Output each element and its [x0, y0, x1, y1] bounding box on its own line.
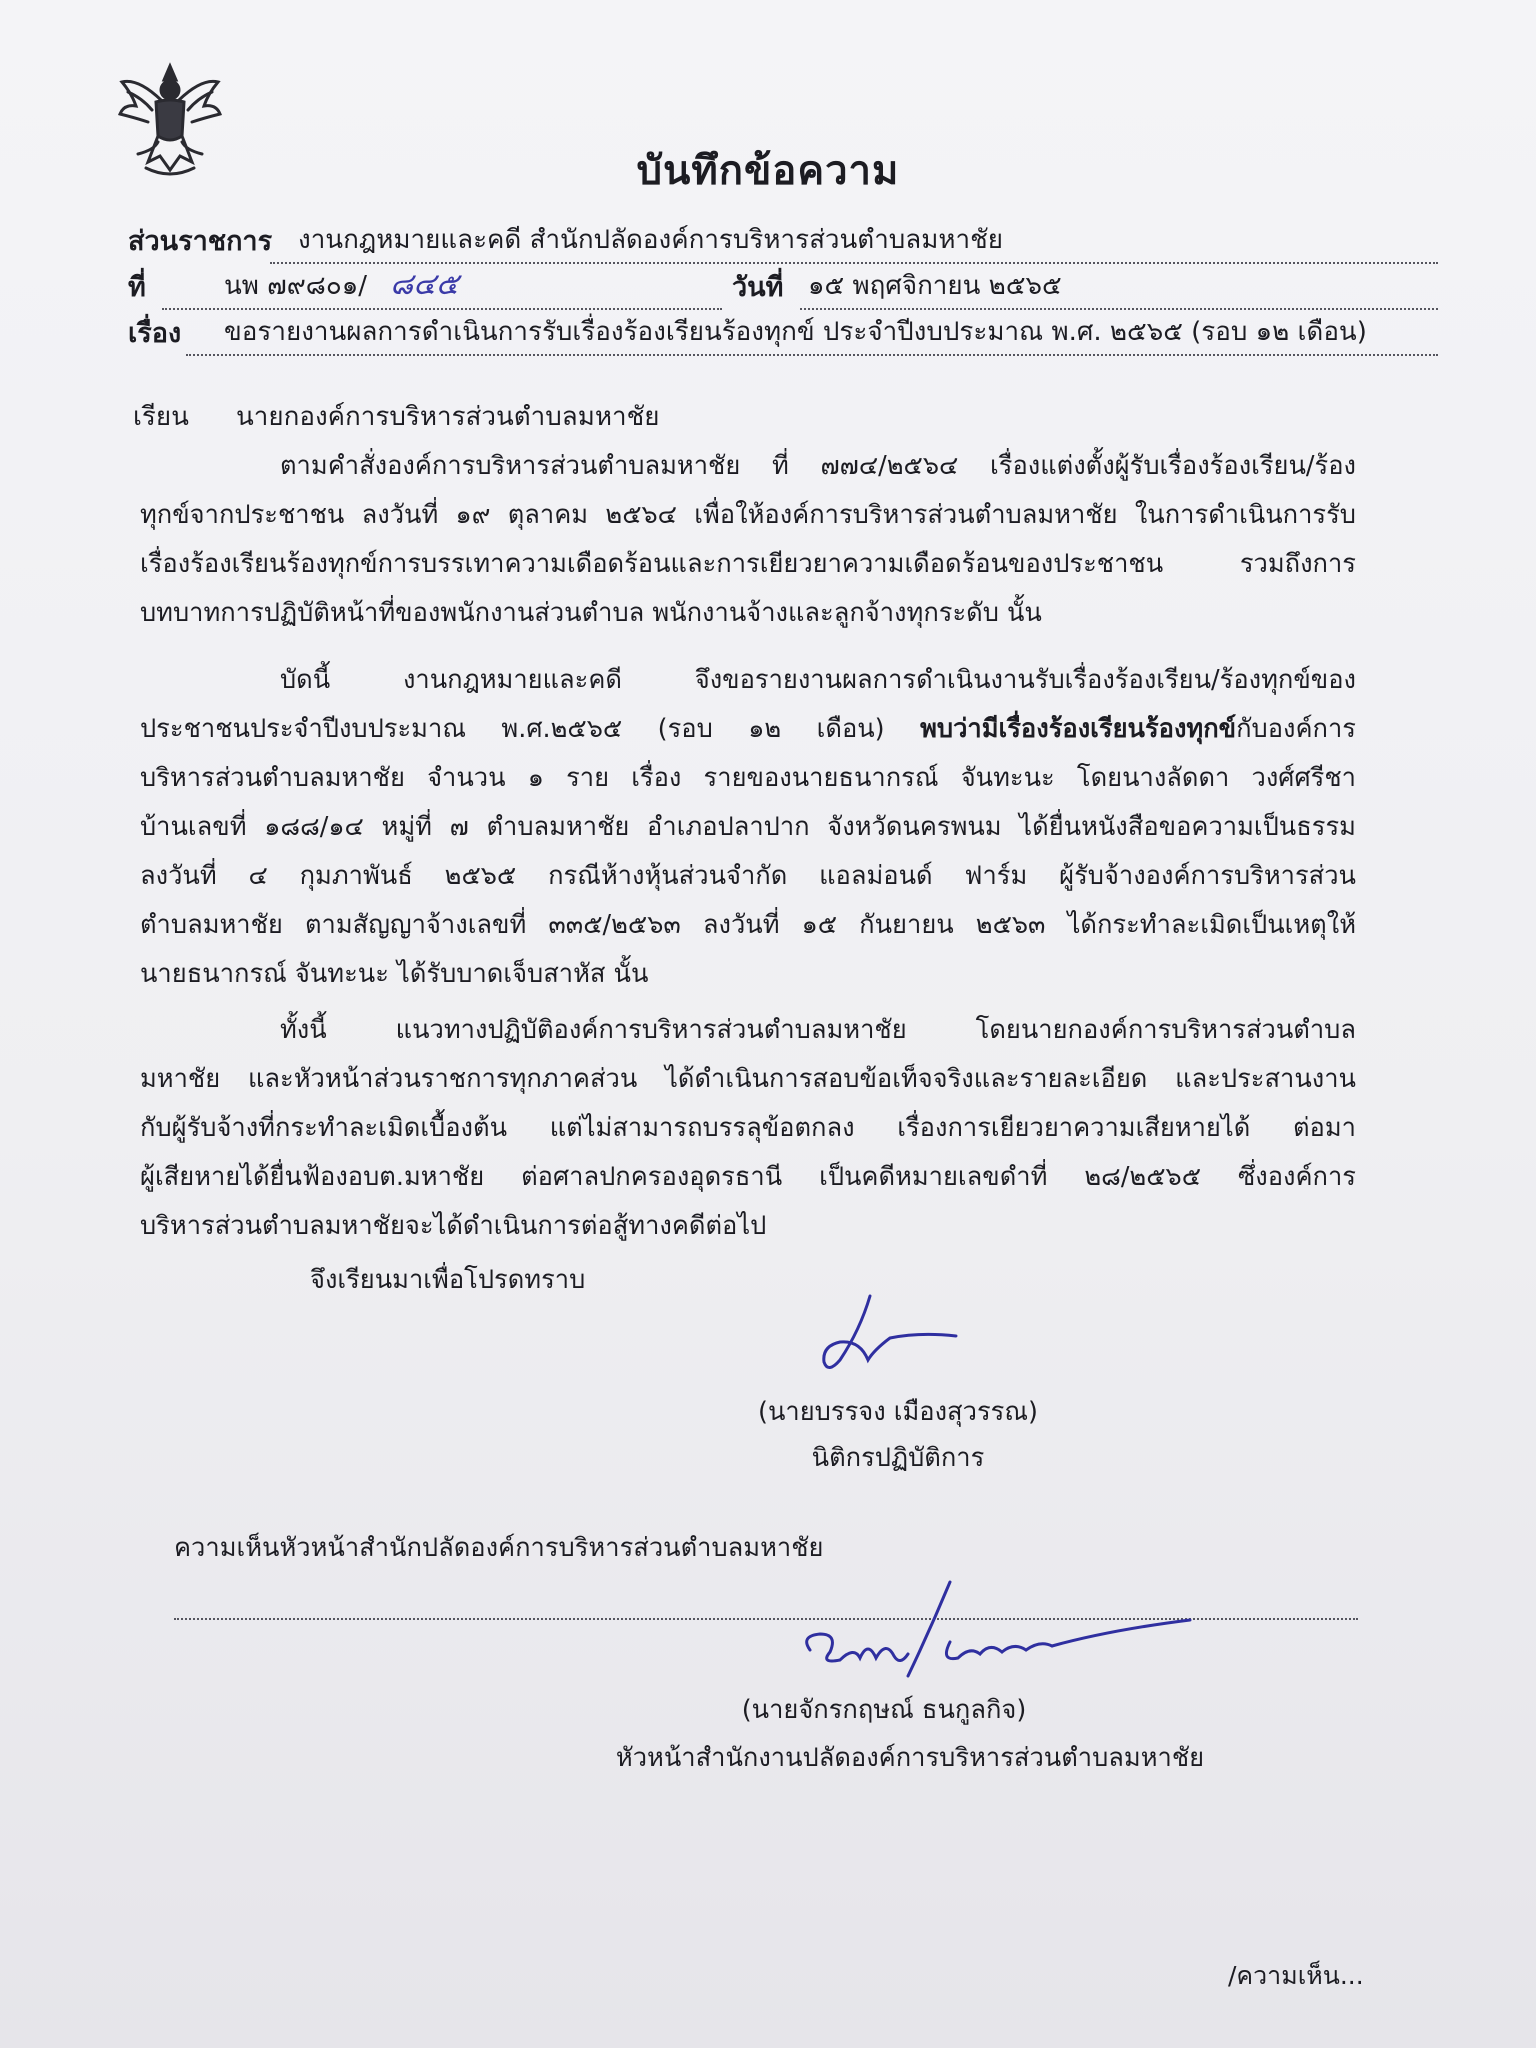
document-title: บันทึกข้อความ	[636, 148, 900, 194]
continuation-note: /ความเห็น...	[1228, 1961, 1364, 1990]
text-line: ผู้เสียหายได้ยื่นฟ้องอบต.มหาชัย ต่อศาลปกครองอุดรธานี เป็นคดีหมายเลขดำที่ ๒๘/๒๕๖๕ ซึ่งองค์การ	[140, 1162, 1356, 1192]
text-line: ทุกข์จากประชาชน ลงวันที่ ๑๙ ตุลาคม ๒๕๖๔ เพื่อให้องค์การบริหารส่วนตำบลมหาชัย ในการดำเนินการรับ	[140, 500, 1356, 530]
header-ref-row	[128, 267, 1438, 314]
signer-1-position: นิติกรปฏิบัติการ	[811, 1443, 985, 1473]
text-line: ตำบลมหาชัย ตามสัญญาจ้างเลขที่ ๓๓๕/๒๕๖๓ ลงวันที่ ๑๕ กันยายน ๒๕๖๓ ได้กระทำละเมิดเป็นเหตุให้	[140, 910, 1356, 940]
ref-label: ที่	[128, 272, 146, 303]
ref-number-handwritten: ๘๔๕	[390, 267, 459, 302]
signature-1-scribble	[810, 1290, 960, 1380]
text-line: ตามคำสั่งองค์การบริหารส่วนตำบลมหาชัย ที่ ๗๗๔/๒๕๖๔ เรื่องแต่งตั้งผู้รับเรื่องร้องเรียน/ร้อง	[280, 451, 1356, 481]
salutation	[133, 396, 660, 437]
signer-2-name: (นายจักรกฤษณ์ ธนกูลกิจ)	[741, 1695, 1027, 1725]
text-line: เรื่องร้องเรียนร้องทุกข์การบรรเทาความเดือดร้อนและการเยียวยาความเดือดร้อนของประชาชน รวมถึงการ	[140, 549, 1356, 579]
salutation-recipient: นายกองค์การบริหารส่วนตำบลมหาชัย	[236, 402, 660, 432]
opinion-label: ความเห็นหัวหน้าสำนักปลัดองค์การบริหารส่วนตำบลมหาชัย	[174, 1533, 824, 1563]
text-span: กับองค์การ	[1236, 714, 1356, 744]
text-span: ประชาชนประจำปีงบประมาณ พ.ศ.๒๕๖๕ (รอบ ๑๒ เดือน)	[140, 714, 921, 744]
text-line: บ้านเลขที่ ๑๘๘/๑๔ หมู่ที่ ๗ ตำบลมหาชัย อำเภอปลาปาก จังหวัดนครพนม ได้ยื่นหนังสือขอความเป็นธรรม	[140, 812, 1356, 842]
paragraph-2	[140, 656, 1356, 999]
signature-2-scribble	[790, 1580, 1210, 1690]
text-line: บริหารส่วนตำบลมหาชัยจะได้ดำเนินการต่อสู้ทางคดีต่อไป	[140, 1211, 767, 1241]
agency-label: ส่วนราชการ	[128, 226, 273, 257]
salutation-label: เรียน	[133, 402, 189, 432]
text-line: ลงวันที่ ๔ กุมภาพันธ์ ๒๕๖๕ กรณีห้างหุ้นส่วนจำกัด แอลม่อนด์ ฟาร์ม ผู้รับจ้างองค์การบริหารส่วน	[140, 861, 1356, 891]
text-line: กับผู้รับจ้างที่กระทำละเมิดเบื้องต้น แต่ไม่สามารถบรรลุข้อตกลง เรื่องการเยียวยาความเสียหายได้ ต่อมา	[140, 1113, 1356, 1143]
closing-line: จึงเรียนมาเพื่อโปรดทราบ	[310, 1265, 586, 1295]
text-line: มหาชัย และหัวหน้าส่วนราชการทุกภาคส่วน ได้ดำเนินการสอบข้อเท็จจริงและรายละเอียด และประสานงาน	[140, 1064, 1356, 1094]
text-line	[140, 705, 1356, 754]
paragraph-3	[140, 1006, 1356, 1251]
subject-value: ขอรายงานผลการดำเนินการรับเรื่องร้องเรียนร้องทุกข์ ประจำปีงบประมาณ พ.ศ. ๒๕๖๕ (รอบ ๑๒ เดือน)	[224, 317, 1367, 347]
text-line: นายธนากรณ์ จันทะนะ ได้รับบาดเจ็บสาหัส นั้น	[140, 959, 649, 989]
text-line: บทบาทการปฏิบัติหน้าที่ของพนักงานส่วนตำบล พนักงานจ้างและลูกจ้างทุกระดับ นั้น	[140, 598, 1042, 628]
text-line: บัดนี้ งานกฎหมายและคดี จึงขอรายงานผลการดำเนินงานรับเรื่องร้องเรียน/ร้องทุกข์ของ	[280, 665, 1356, 695]
dotted-line	[186, 354, 1438, 356]
subject-label: เรื่อง	[128, 318, 182, 349]
emphasis-text: พบว่ามีเรื่องร้องเรียนร้องทุกข์	[920, 714, 1237, 744]
header-agency-row	[128, 226, 1438, 268]
paragraph-1	[140, 442, 1356, 638]
agency-value: งานกฎหมายและคดี สำนักปลัดองค์การบริหารส่วนตำบลมหาชัย	[298, 225, 1003, 255]
signer-2-position: หัวหน้าสำนักงานปลัดองค์การบริหารส่วนตำบลมหาชัย	[615, 1743, 1205, 1773]
dotted-line	[162, 308, 722, 310]
text-line: ทั้งนี้ แนวทางปฏิบัติองค์การบริหารส่วนตำบลมหาชัย โดยนายกองค์การบริหารส่วนตำบล	[280, 1015, 1356, 1045]
header-subject-row	[128, 318, 1438, 360]
date-value: ๑๕ พฤศจิกายน ๒๕๖๕	[808, 271, 1062, 301]
text-line: บริหารส่วนตำบลมหาชัย จำนวน ๑ ราย เรื่อง รายของนายธนากรณ์ จันทะนะ โดยนางลัดดา วงศ์ศรีชา	[140, 763, 1356, 793]
date-label: วันที่	[732, 272, 784, 303]
signer-1-name: (นายบรรจง เมืองสุวรรณ)	[758, 1397, 1038, 1427]
ref-value: นพ ๗๙๘๐๑/	[224, 271, 367, 301]
dotted-line	[800, 308, 1438, 310]
